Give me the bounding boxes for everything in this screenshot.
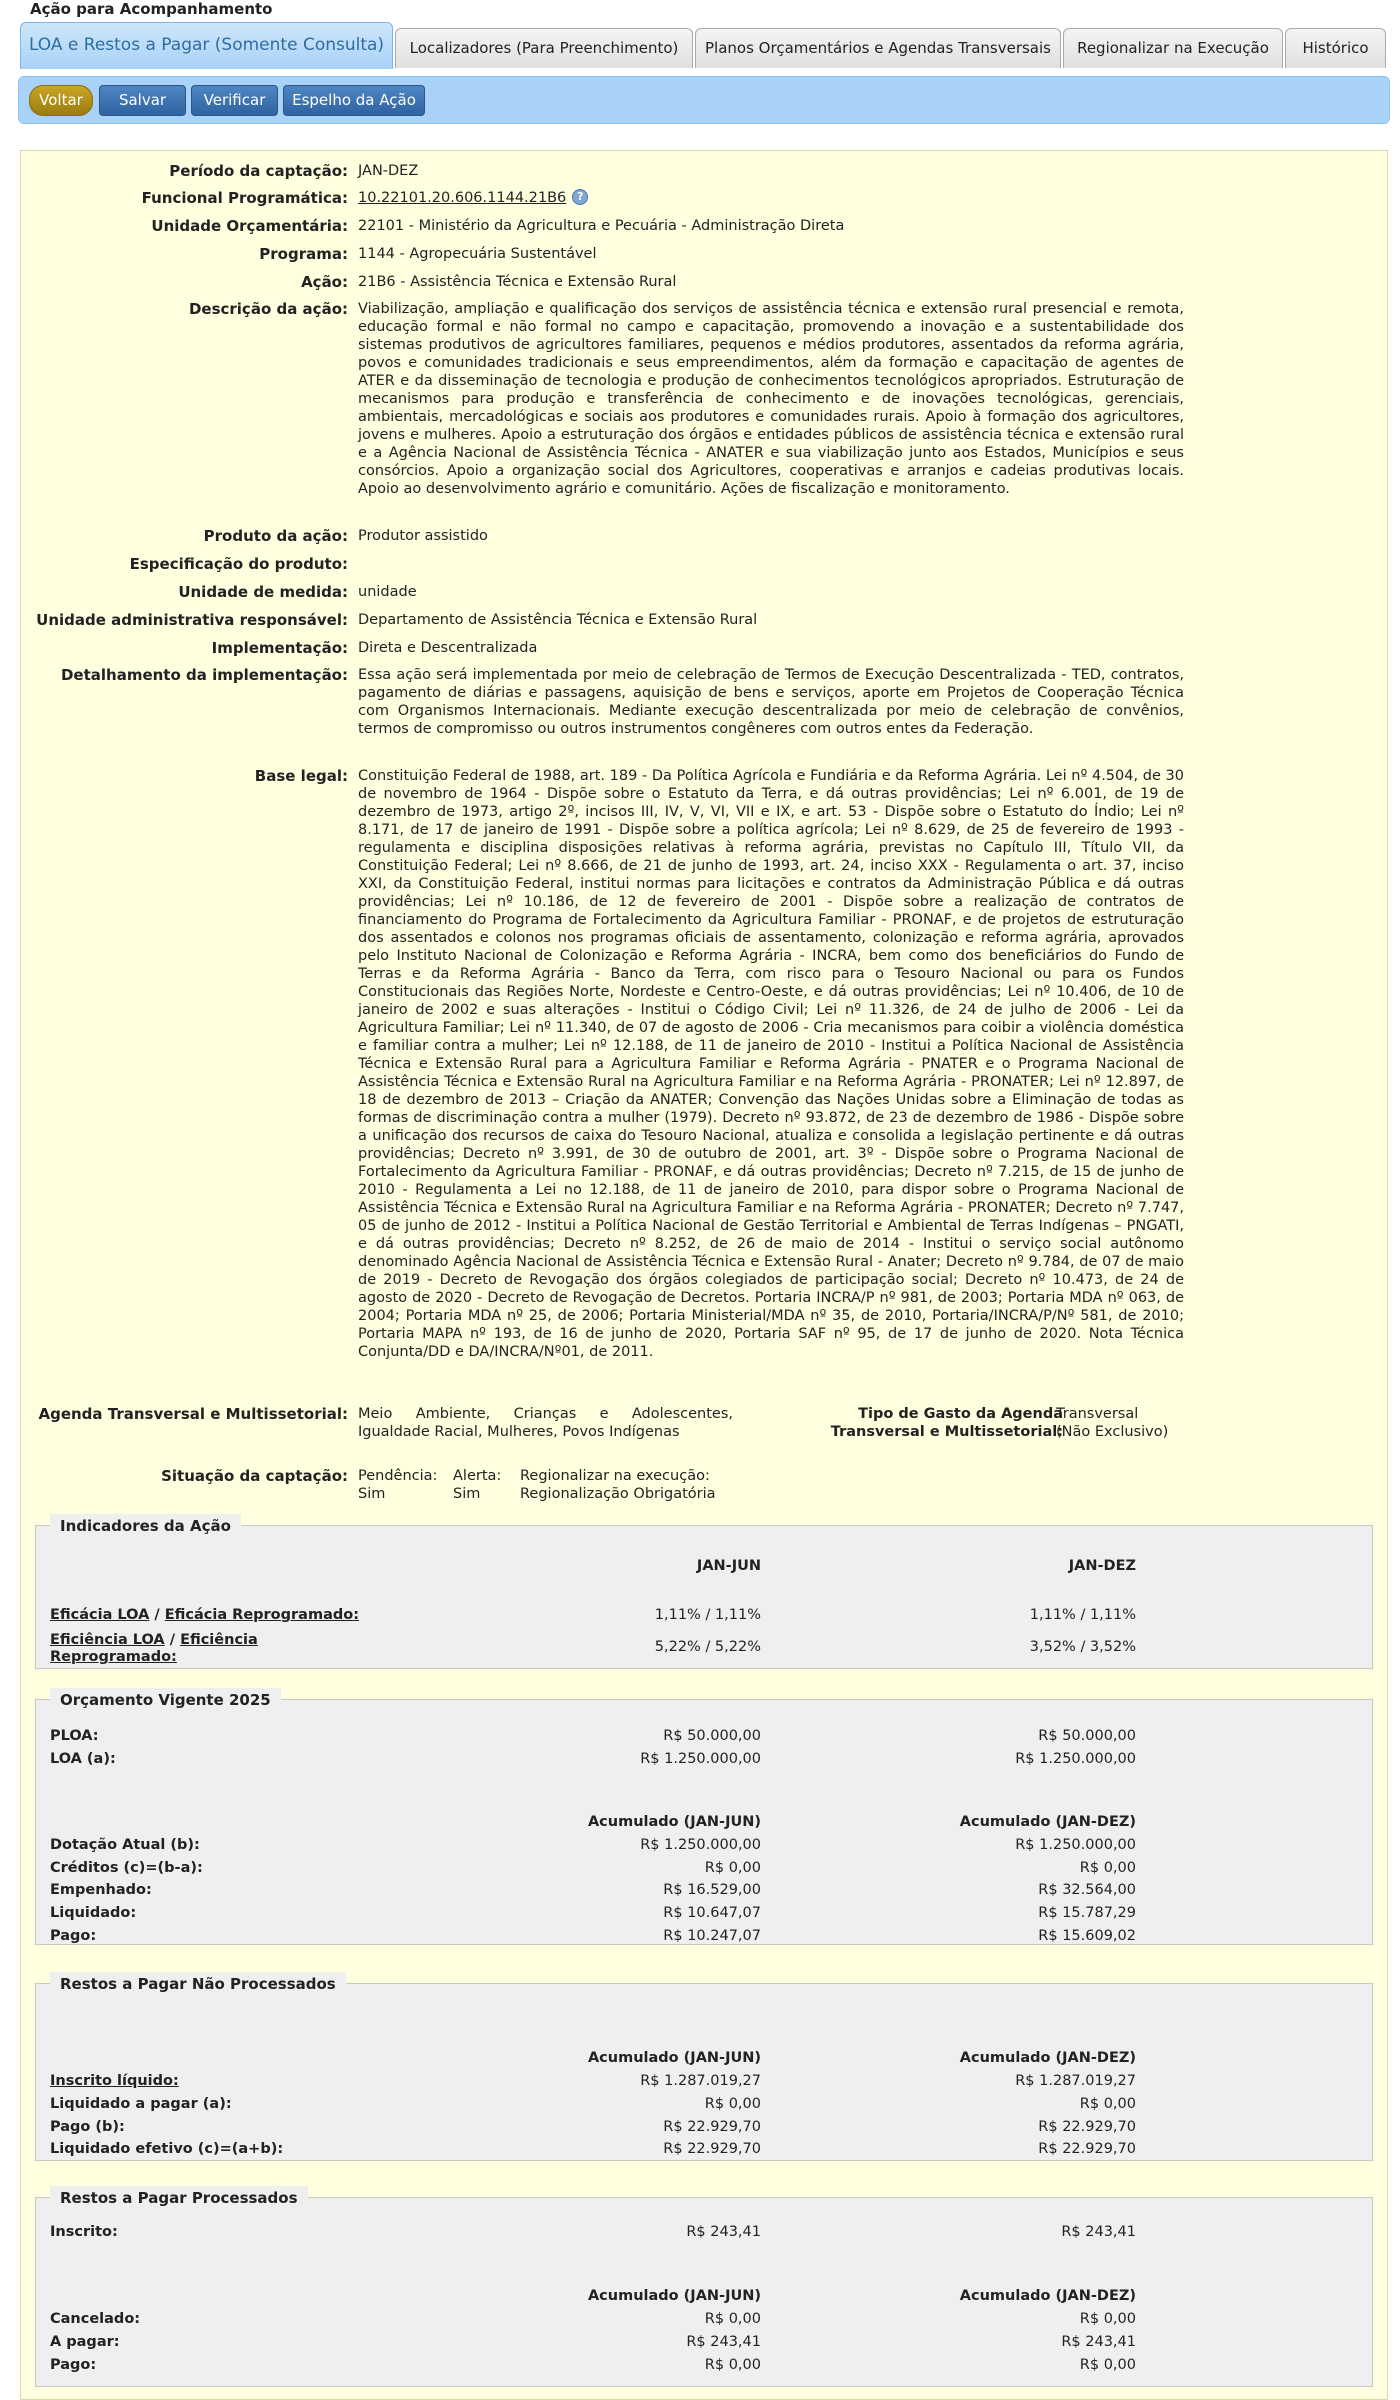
inscrito-liquido-link[interactable]: Inscrito líquido: <box>50 2073 179 2089</box>
col-header-acumulado-jan-dez: Acumulado (JAN-DEZ) <box>959 2288 1136 2304</box>
orcamento-value: R$ 16.529,00 <box>663 1882 761 1898</box>
orcamento-value: R$ 1.250.000,00 <box>1015 1751 1136 1767</box>
field-label: Unidade administrativa responsável: <box>36 611 348 629</box>
orcamento-value: R$ 15.787,29 <box>1038 1905 1136 1921</box>
field-label: Unidade Orçamentária: <box>151 217 348 235</box>
col-header-jan-dez: JAN-DEZ <box>1068 1558 1136 1574</box>
tipo-gasto-value-line2: (Não Exclusivo) <box>1056 1424 1169 1440</box>
label-separator: / <box>149 1607 165 1623</box>
field-value: Viabilização, ampliação e qualificação dos serviços de assistência técnica e extensão rural presencial e remota, educação formal e não formal no campo e capacitação, promovendo a inovação e a sustentabilidade dos sistemas produtivos de agricultores familiares, pequenos e médios produtores, assentados da reforma agrária, povos e comunidades tradicionais e seus empreendimentos, além da formação e capacitação de agentes de ATER e da disseminação de tecnologia e produção de conhecimentos tecnológicos apropriados. Estruturação de mecanismos para produção e transferência de conhecimento e de inovações tecnológicas, gerenciais, ambientais, mercadológicas e sociais aos produtores e comunidades rurais. Apoio à formação dos agricultores, jovens e mulheres. Apoio a estruturação dos órgãos e entidades públicos de assistência técnica e extensão rural e a Agência Nacional de Assistência Técnica - ANATER e sua viabilização junto aos Estados, Municípios e seus consórcios. Apoio a organização social dos Agricultores, cooperativas e arranjos e cadeias produtivas locais. Apoio ao desenvolvimento agrário e comunitário. Ações de fiscalização e monitoramento. <box>358 301 1184 497</box>
rap-value: R$ 22.929,70 <box>663 2141 761 2157</box>
verify-button[interactable]: Verificar <box>191 85 278 116</box>
indicador-label-eficiencia <box>50 1632 280 1666</box>
col-header-acumulado-jan-jun: Acumulado (JAN-JUN) <box>587 2050 761 2066</box>
orcamento-value: R$ 0,00 <box>1079 1860 1136 1876</box>
tab-regionalizar[interactable] <box>1063 28 1283 68</box>
orcamento-row-label: LOA (a): <box>50 1751 116 1767</box>
orcamento-value: R$ 1.250.000,00 <box>1015 1837 1136 1853</box>
tipo-gasto-label-line2: Transversal e Multissetorial: <box>830 1424 1063 1440</box>
rap-value: R$ 1.287.019,27 <box>1015 2073 1136 2089</box>
rap-np-legend: Restos a Pagar Não Processados <box>50 1972 346 1996</box>
tab-loa-restos[interactable] <box>20 22 393 69</box>
eficiencia-reprogramado-link[interactable]: Eficiência Reprogramado <box>50 1632 258 1665</box>
rap-value: R$ 0,00 <box>704 2357 761 2373</box>
orcamento-value: R$ 32.564,00 <box>1038 1882 1136 1898</box>
field-label: Programa: <box>259 245 348 263</box>
tab-historico[interactable] <box>1285 28 1386 68</box>
rap-nao-processados-fieldset <box>35 1975 1373 2161</box>
field-label: Agenda Transversal e Multissetorial: <box>38 1405 348 1423</box>
field-value: JAN-DEZ <box>358 163 419 179</box>
pendencia-status <box>358 1467 437 1503</box>
indicador-value: 3,52% / 3,52% <box>1029 1639 1136 1655</box>
field-label: Base legal: <box>254 767 348 785</box>
funcional-link[interactable]: 10.22101.20.606.1144.21B6 <box>358 190 567 206</box>
rap-value: R$ 1.287.019,27 <box>640 2073 761 2089</box>
tipo-gasto-label <box>763 1405 1063 1441</box>
tab-bar <box>20 22 1388 68</box>
tipo-gasto-value <box>1056 1405 1206 1441</box>
indicador-label-eficacia <box>50 1607 359 1624</box>
tab-localizadores[interactable] <box>395 28 693 68</box>
rap-value: R$ 22.929,70 <box>663 2119 761 2135</box>
field-label: Funcional Programática: <box>141 189 348 207</box>
regionalizar-label: Regionalizar na execução: <box>520 1468 710 1484</box>
field-label: Período da captação: <box>169 162 348 180</box>
save-button[interactable]: Salvar <box>99 85 186 116</box>
back-button[interactable]: Voltar <box>29 85 93 116</box>
rap-row-label: Liquidado a pagar (a): <box>50 2096 232 2112</box>
field-value: Direta e Descentralizada <box>358 640 538 656</box>
rap-processados-fieldset <box>35 2189 1373 2387</box>
rap-value: R$ 22.929,70 <box>1038 2119 1136 2135</box>
field-label: Implementação: <box>211 639 348 657</box>
rap-p-legend: Restos a Pagar Processados <box>50 2186 308 2210</box>
rap-value: R$ 243,41 <box>1061 2334 1136 2350</box>
col-header-acumulado-jan-jun: Acumulado (JAN-JUN) <box>587 2288 761 2304</box>
field-label: Produto da ação: <box>203 527 348 545</box>
alerta-status <box>453 1467 501 1503</box>
tab-label: Histórico <box>1302 39 1369 57</box>
field-value: Meio Ambiente, Crianças e Adolescentes, Igualdade Racial, Mulheres, Povos Indígenas <box>358 1406 733 1440</box>
page-title: Ação para Acompanhamento <box>30 0 273 18</box>
rap-value: R$ 243,41 <box>686 2224 761 2240</box>
pendencia-value: Sim <box>358 1486 386 1502</box>
regionalizar-status <box>520 1467 716 1503</box>
indicadores-legend: Indicadores da Ação <box>50 1514 241 1538</box>
help-icon[interactable]: ? <box>572 189 588 205</box>
orcamento-fieldset <box>35 1691 1373 1945</box>
orcamento-legend: Orçamento Vigente 2025 <box>50 1688 281 1712</box>
rap-value: R$ 0,00 <box>704 2311 761 2327</box>
toolbar <box>18 76 1390 124</box>
rap-value: R$ 22.929,70 <box>1038 2141 1136 2157</box>
orcamento-row-label: Liquidado: <box>50 1905 137 1921</box>
rap-row-label: Liquidado efetivo (c)=(a+b): <box>50 2141 284 2157</box>
action-details-panel <box>20 150 1388 2400</box>
rap-value: R$ 0,00 <box>1079 2311 1136 2327</box>
tab-label: Regionalizar na Execução <box>1077 39 1269 57</box>
field-label: Unidade de medida: <box>178 583 348 601</box>
alerta-value: Sim <box>453 1486 481 1502</box>
rap-row-label: A pagar: <box>50 2334 120 2350</box>
rap-value: R$ 243,41 <box>686 2334 761 2350</box>
indicador-value: 5,22% / 5,22% <box>654 1639 761 1655</box>
eficacia-reprogramado-link[interactable]: Eficácia Reprogramado <box>164 1607 354 1623</box>
eficiencia-loa-link[interactable]: Eficiência LOA <box>50 1632 165 1648</box>
field-label: Especificação do produto: <box>129 555 348 573</box>
tab-planos-orcamentarios[interactable] <box>695 28 1061 68</box>
indicador-value: 1,11% / 1,11% <box>654 1607 761 1623</box>
rap-value: R$ 243,41 <box>1061 2224 1136 2240</box>
col-header-acumulado-jan-dez: Acumulado (JAN-DEZ) <box>959 1814 1136 1830</box>
indicadores-fieldset <box>35 1517 1373 1669</box>
orcamento-value: R$ 10.647,07 <box>663 1905 761 1921</box>
orcamento-value: R$ 15.609,02 <box>1038 1928 1136 1944</box>
orcamento-row-label: PLOA: <box>50 1728 99 1744</box>
rap-row-label: Pago (b): <box>50 2119 125 2135</box>
field-value: Departamento de Assistência Técnica e Extensão Rural <box>358 612 758 628</box>
rap-row-label: Cancelado: <box>50 2311 141 2327</box>
orcamento-value: R$ 10.247,07 <box>663 1928 761 1944</box>
col-header-jan-jun: JAN-JUN <box>696 1558 761 1574</box>
alerta-label: Alerta: <box>453 1468 502 1484</box>
field-label: Ação: <box>301 273 348 291</box>
field-value: 21B6 - Assistência Técnica e Extensão Rural <box>358 274 677 290</box>
field-value: Essa ação será implementada por meio de celebração de Termos de Execução Descentralizada - TED, contratos, pagamento de diárias e passagens, aquisição de bens e serviços, aporte em Projetos de Cooperação Técnica com Organismos Internacionais. Mediante execução descentralizada por meio de celebração de convênios, termos de compromisso ou outros instrumentos congêneres com outros entes da Federação. <box>358 667 1184 737</box>
orcamento-value: R$ 50.000,00 <box>663 1728 761 1744</box>
orcamento-value: R$ 1.250.000,00 <box>640 1751 761 1767</box>
rap-row-label: Pago: <box>50 2357 97 2373</box>
field-label: Situação da captação: <box>161 1467 348 1485</box>
tab-label: Planos Orçamentários e Agendas Transversais <box>705 39 1051 57</box>
orcamento-row-label: Dotação Atual (b): <box>50 1837 200 1853</box>
tipo-gasto-label-line1: Tipo de Gasto da Agenda <box>858 1406 1063 1422</box>
field-value: Constituição Federal de 1988, art. 189 - Da Política Agrícola e Fundiária e da Reforma Agrária. Lei nº 4.504, de 30 de novembro de 1964 - Dispõe sobre o Estatuto da Terra, e dá outras providências; Lei nº 6.001, de 19 de dezembro de 1973, artigo 2º, incisos III, IV, V, VI, VII e IX, e art. 53 - Dispõe sobre o Estatuto do Índio; Lei nº 8.171, de 17 de janeiro de 1991 - Dispõe sobre a política agrícola; Lei nº 8.629, de 25 de fevereiro de 1993 - regulamenta e disciplina disposições relativas à reforma agrária, previstas no Capítulo III, Título VII, da Constituição Federal; Lei nº 8.666, de 21 de junho de 1993, art. 24, inciso XXX - Regulamenta o art. 37, inciso XXI, da Constituição Federal, institui normas para licitações e contratos da Administração Pública e dá outras providências; Lei nº 10.186, de 12 de fevereiro de 2001 - Dispõe sobre a realização de contratos de financiamento do Programa de Fortalecimento da Agricultura Familiar - PRONAF, e de projetos de estruturação dos assentados e colonos nos programas oficiais de assentamento, colonização e reforma agrária, aprovados pelo Instituto Nacional de Colonização e Reforma Agrária - INCRA, bem como dos beneficiários do Fundo de Terras e da Reforma Agrária - Banco da Terra, com risco para o Tesouro Nacional ou para os Fundos Constitucionais das Regiões Norte, Nordeste e Centro-Oeste, e dá outras providências; Lei nº 10.406, de 10 de janeiro de 2002 e suas alterações - Institui o Código Civil; Lei nº 11.326, de 24 de julho de 2006 - Lei da Agricultura Familiar; Lei nº 11.340, de 07 de agosto de 2006 - Cria mecanismos para coibir a violência doméstica e familiar contra a mulher; Lei nº 12.188, de 11 de janeiro de 2010 - Institui a Política Nacional de Assistência Técnica e Extensão Rural para a Agricultura Familiar e Reforma Agrária - PNATER e o Programa Nacional de Assistência Técnica e Extensão Rural na Agricultura Familiar e na Reforma Agrária - PRONATER; Lei nº 12.897, de 18 de dezembro de 2013 – Criação da ANATER; Convenção das Nações Unidas sobre a Eliminação de todas as formas de discriminação contra a mulher (1979). Decreto nº 93.872, de 23 de dezembro de 1986 - Dispõe sobre a unificação dos recursos de caixa do Tesouro Nacional, atualiza e consolida a legislação pertinente e dá outras providências; Decreto nº 3.991, de 30 de outubro de 2001, art. 3º - Dispõe sobre o Programa Nacional de Fortalecimento da Agricultura Familiar - PRONAF, e dá outras providências; Decreto nº 7.215, de 15 de junho de 2010 - Regulamenta a Lei no 12.188, de 11 de janeiro de 2010, para dispor sobre o Programa Nacional de Assistência Técnica e Extensão Rural na Agricultura Familiar e na Reforma Agrária - PRONATER; Decreto nº 7.747, 05 de junho de 2012 - Institui a Política Nacional de Gestão Territorial e Ambiental de Terras Indígenas – PNGATI, e dá outras providências; Decreto nº 8.252, de 26 de maio de 2014 - Institui o serviço social autônomo denominado Agência Nacional de Assistência Técnica e Extensão Rural - Anater; Decreto nº 9.784, de 07 de maio de 2019 - Decreto de Revogação dos órgãos colegiados de participação social; Decreto nº 10.473, de 24 de agosto de 2020 - Decreto de Revogação de Decretos. Portaria INCRA/P nº 981, de 2003; Portaria MDA nº 063, de 2004; Portaria MDA nº 25, de 2006; Portaria Ministerial/MDA nº 35, de 2010, Portaria/INCRA/P/Nº 581, de 2010; Portaria MAPA nº 193, de 16 de junho de 2020, Portaria SAF nº 95, de 17 de junho de 2020. Nota Técnica Conjunta/DD e DA/INCRA/Nº01, de 2011. <box>358 768 1184 1360</box>
orcamento-row-label: Pago: <box>50 1928 97 1944</box>
field-label: Detalhamento da implementação: <box>60 666 348 684</box>
orcamento-row-label: Créditos (c)=(b-a): <box>50 1860 203 1876</box>
label-suffix: : <box>353 1607 360 1623</box>
label-suffix: : <box>171 1649 177 1665</box>
mirror-button[interactable]: Espelho da Ação <box>283 85 425 116</box>
rap-value: R$ 0,00 <box>1079 2357 1136 2373</box>
field-value: unidade <box>358 584 417 600</box>
tab-label: LOA e Restos a Pagar (Somente Consulta) <box>28 35 385 55</box>
rap-value: R$ 0,00 <box>704 2096 761 2112</box>
tipo-gasto-value-line1: Transversal <box>1056 1406 1139 1422</box>
rap-row-label: Inscrito: <box>50 2224 118 2240</box>
col-header-acumulado-jan-dez: Acumulado (JAN-DEZ) <box>959 2050 1136 2066</box>
regionalizar-value: Regionalização Obrigatória <box>520 1486 716 1502</box>
tab-label: Localizadores (Para Preenchimento) <box>409 39 679 57</box>
orcamento-value: R$ 0,00 <box>704 1860 761 1876</box>
orcamento-row-label: Empenhado: <box>50 1882 152 1898</box>
orcamento-value: R$ 50.000,00 <box>1038 1728 1136 1744</box>
orcamento-value: R$ 1.250.000,00 <box>640 1837 761 1853</box>
rap-value: R$ 0,00 <box>1079 2096 1136 2112</box>
indicador-value: 1,11% / 1,11% <box>1029 1607 1136 1623</box>
col-header-acumulado-jan-jun: Acumulado (JAN-JUN) <box>587 1814 761 1830</box>
field-value: Produtor assistido <box>358 528 488 544</box>
label-separator: / <box>164 1632 181 1648</box>
field-label: Descrição da ação: <box>188 300 348 318</box>
pendencia-label: Pendência: <box>358 1468 438 1484</box>
eficacia-loa-link[interactable]: Eficácia LOA <box>50 1607 150 1623</box>
field-value: 22101 - Ministério da Agricultura e Pecuária - Administração Direta <box>358 218 845 234</box>
funcional-wrapper <box>358 189 1184 207</box>
field-value: 1144 - Agropecuária Sustentável <box>358 246 597 262</box>
